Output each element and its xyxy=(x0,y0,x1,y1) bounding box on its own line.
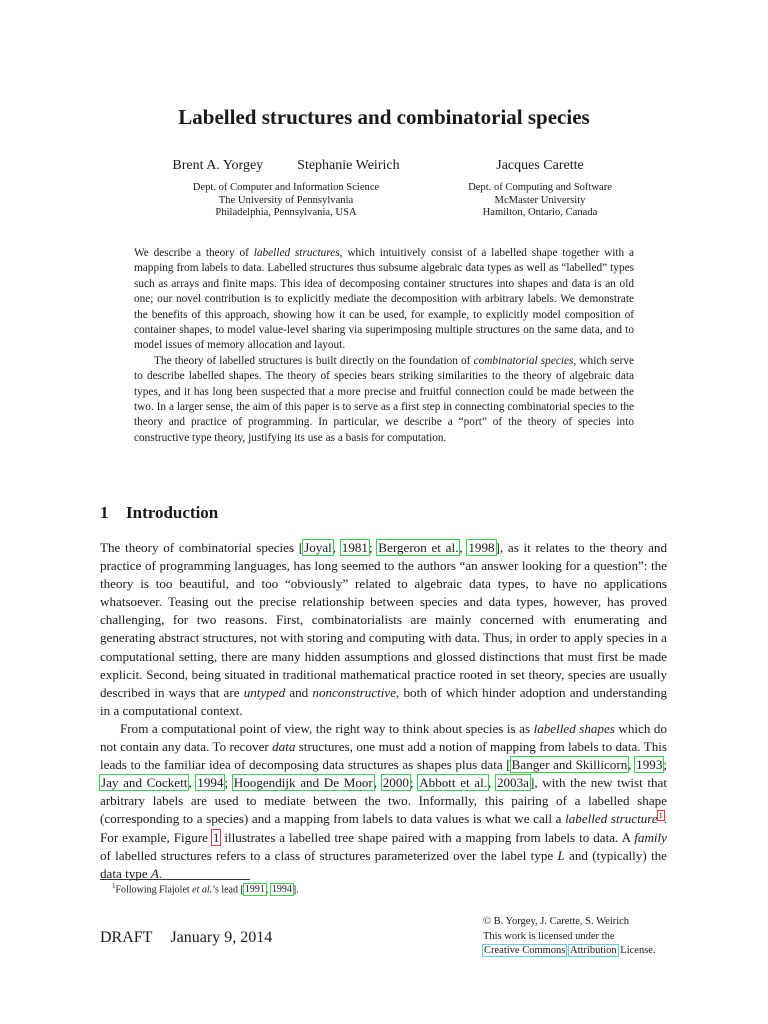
footnote-mark: 1 xyxy=(112,882,116,890)
citation-link[interactable]: Banger and Skillicorn xyxy=(511,757,628,773)
body-paragraph: The theory of combinatorial species [Joyal, 1981; Bergeron et al., 1998], as it relates to the theory and practice of programming languages, has long seemed to the authors “an answer looking for a question”: the theory is too beautiful, and too “obviously” related to algebraic data types, to have no applications whatsoever. Teasing out the precise relationship between species and data types, however, has proved challenging, for two reasons. First, combinatorialists are mainly concerned with enumerating and generating abstract structures, not with storing and computing with data. Thus, in order to apply species in a computational setting, there are many hidden assumptions and glossed distinctions that must first be made explicit. Second, being situated in traditional mathematical practice rooted in set theory, species are usually described in ways that are untyped and nonconstructive, both of which hinder adoption and understanding in a computational context. xyxy=(100,540,668,718)
body-paragraph: From a computational point of view, the right way to think about species is as labelled shapes which do not contain any data. To recover data structures, one must add a notion of mapping from labels to data. This leads to the familiar idea of decomposing data structures as shapes plus data [Banger and Skillicorn, 1993; Jay and Cockett, 1994; Hoogendijk and De Moor, 2000; Abbott et al., 2003a], with the new twist that arbitrary labels are used to mediate between the two. Informally, this pairing of a labelled shape (corresponding to a species) and a mapping from labels to data values is what we call a labelled structure$^1$. For example, Figure 1 illustrates a labelled tree shape paired with a mapping from labels to data. A family of labelled structures refers to a class of structures parameterized over the label type L and (typically) the data type A. xyxy=(100,720,667,881)
citation-link[interactable]: Joyal xyxy=(304,540,332,555)
citation-link[interactable]: 1993 xyxy=(636,757,663,773)
section-number: 1 xyxy=(100,503,109,522)
citation-link[interactable]: 1994 xyxy=(271,884,292,896)
creative-commons-link[interactable]: Creative Commons xyxy=(484,945,566,956)
footnote: $^1$Following Flajolet et al.’s lead [1991, 1994]. xyxy=(112,882,299,896)
draft-stamp xyxy=(100,929,272,947)
attribution-link[interactable]: Attribution xyxy=(570,945,617,956)
affiliation-line: Philadelphia, Pennsylvania, USA xyxy=(215,207,357,219)
affiliation-line: Hamilton, Ontario, Canada xyxy=(482,207,598,219)
author-name: Jacques Carette xyxy=(496,158,584,173)
introduction-body xyxy=(100,539,667,883)
footnote-link[interactable]: 1 xyxy=(658,811,663,821)
citation-link[interactable]: Bergeron et al. xyxy=(378,540,459,555)
author-name: Stephanie Weirich xyxy=(297,158,400,173)
section-title: Introduction xyxy=(126,503,219,522)
figure-reference-link[interactable]: 1 xyxy=(212,829,220,845)
citation-link[interactable]: 2000 xyxy=(382,775,409,791)
affiliation-line: Dept. of Computer and Information Science xyxy=(192,182,380,193)
affiliation-line: McMaster University xyxy=(494,194,586,206)
paper-title: Labelled structures and combinatorial species xyxy=(178,105,590,129)
copyright-line: © B. Yorgey, J. Carette, S. Weirich xyxy=(483,916,630,927)
citation-link[interactable]: Jay and Cockett xyxy=(101,775,188,791)
author-block-left xyxy=(160,158,412,220)
section-heading xyxy=(100,503,218,523)
draft-date: January 9, 2014 xyxy=(170,929,273,946)
citation-link[interactable]: 1998 xyxy=(468,540,495,555)
citation-link[interactable]: 2003a xyxy=(496,775,529,791)
citation-link[interactable]: Abbott et al. xyxy=(419,775,488,791)
affiliation-line: Dept. of Computing and Software xyxy=(468,182,612,193)
author-block-right xyxy=(410,158,670,220)
affiliation-line: The University of Pennsylvania xyxy=(218,194,354,206)
license-line: This work is licensed under the xyxy=(483,930,615,942)
citation-link[interactable]: 1981 xyxy=(341,540,368,555)
author-name: Brent A. Yorgey xyxy=(172,158,264,173)
citation-link[interactable]: 1991 xyxy=(244,884,265,896)
abstract-paragraph: We describe a theory of labelled structures, which intuitively consist of a labelled shape together with a mapping from labels to data. Labelled structures thus subsume algebraic data types as well as “labelled” types such as arrays and finite maps. This idea of decomposing container structures into shapes and data is an old one; our novel contribution is to explicitly mediate the decomposition with arbitrary labels. We demonstrate the benefits of this approach, showing how it can be used, for example, to explicitly model composition of container shapes, to model value-level sharing via superimposing multiple structures on the same data, and to model issues of memory allocation and layout. xyxy=(134,247,634,352)
citation-link[interactable]: 1994 xyxy=(197,775,224,791)
abstract xyxy=(134,246,634,446)
abstract-paragraph: The theory of labelled structures is built directly on the foundation of combinatorial species, which serve to describe labelled shapes. The theory of species bears striking similarities to the theory of algebraic data types, and it has long been suspected that a more precise and fruitful connection could be made between the two. In a larger sense, the aim of this paper is to serve as a first step in connecting combinatorial species to the theory and practice of programming. In particular, we describe a “port” of the theory of species into constructive type theory, justifying its use as a basis for computation. xyxy=(134,354,634,444)
citation-link[interactable]: Hoogendijk and De Moor xyxy=(233,775,373,791)
license-notice: © B. Yorgey, J. Carette, S. Weirich This work is licensed under the Creative Commons Attribution License. xyxy=(483,916,656,956)
footnote-divider xyxy=(100,879,250,880)
draft-label: DRAFT xyxy=(100,929,153,946)
